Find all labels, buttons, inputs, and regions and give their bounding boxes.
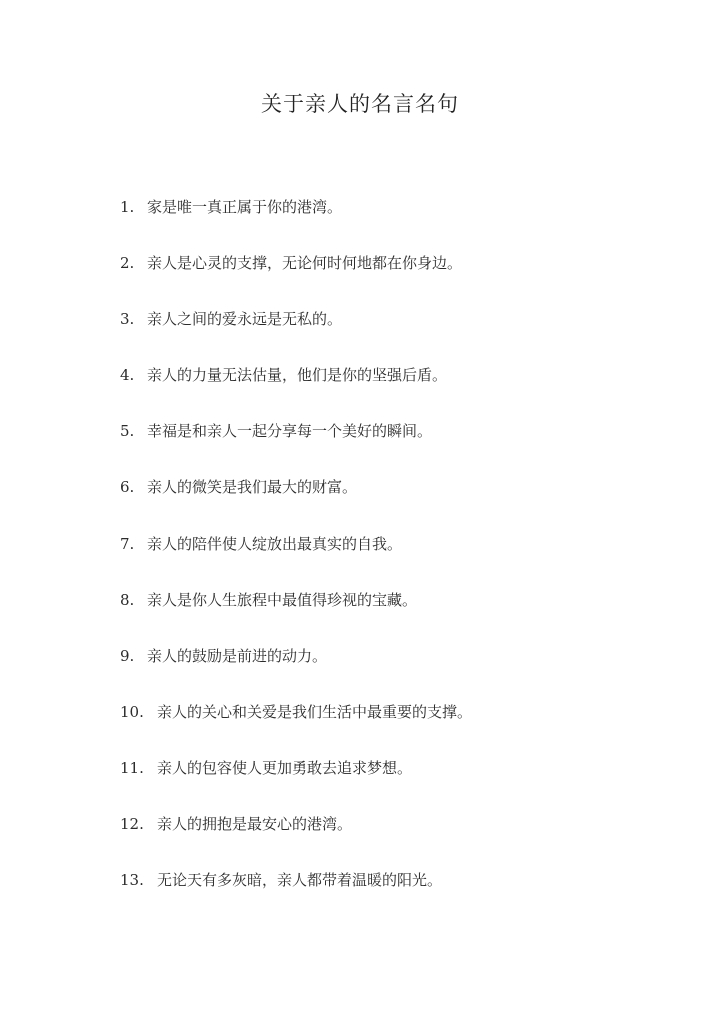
item-text: 亲人的微笑是我们最大的财富。 (147, 478, 358, 497)
list-item (120, 587, 680, 643)
list-item (120, 194, 680, 250)
list-item (120, 699, 680, 755)
item-text: 亲人的拥抱是最安心的港湾。 (157, 815, 353, 834)
item-number: 11. (120, 758, 144, 777)
item-text: 无论天有多灰暗，亲人都带着温暖的阳光。 (157, 871, 443, 890)
item-number: 13. (120, 871, 144, 890)
item-text: 亲人的包容使人更加勇敢去追求梦想。 (157, 758, 413, 777)
list-item (120, 531, 680, 587)
item-text: 亲人的关心和关爱是我们生活中最重要的支撑。 (157, 702, 473, 721)
list-item (120, 643, 680, 699)
item-text: 家是唯一真正属于你的港湾。 (147, 198, 343, 216)
item-text: 亲人之间的爱永远是无私的。 (147, 310, 343, 329)
list-item (120, 418, 680, 474)
item-number: 9. (120, 646, 135, 665)
item-text: 亲人的鼓励是前进的动力。 (147, 646, 328, 665)
list-item (120, 362, 680, 418)
item-number: 10. (120, 702, 144, 721)
item-text: 亲人的力量无法估量，他们是你的坚强后盾。 (147, 366, 448, 385)
item-number: 7. (120, 534, 135, 553)
list-item (120, 867, 680, 923)
item-number: 8. (120, 590, 135, 609)
item-number: 2. (120, 254, 135, 273)
list-item (120, 755, 680, 811)
item-number: 12. (120, 815, 144, 834)
list-item (120, 474, 680, 530)
document-title: 关于亲人的名言名句 (261, 92, 459, 116)
item-number: 6. (120, 478, 135, 497)
item-text: 亲人是你人生旅程中最值得珍视的宝藏。 (147, 590, 418, 609)
list-item (120, 811, 680, 867)
item-number: 4. (120, 366, 135, 385)
list-item (120, 306, 680, 362)
item-text: 亲人的陪伴使人绽放出最真实的自我。 (147, 534, 403, 553)
list-item (120, 250, 680, 306)
item-number: 3. (120, 310, 135, 329)
item-number: 1. (120, 198, 135, 216)
item-text: 幸福是和亲人一起分享每一个美好的瞬间。 (147, 422, 433, 441)
item-text: 亲人是心灵的支撑，无论何时何地都在你身边。 (147, 254, 463, 273)
item-number: 5. (120, 422, 135, 441)
quote-list (120, 194, 680, 923)
